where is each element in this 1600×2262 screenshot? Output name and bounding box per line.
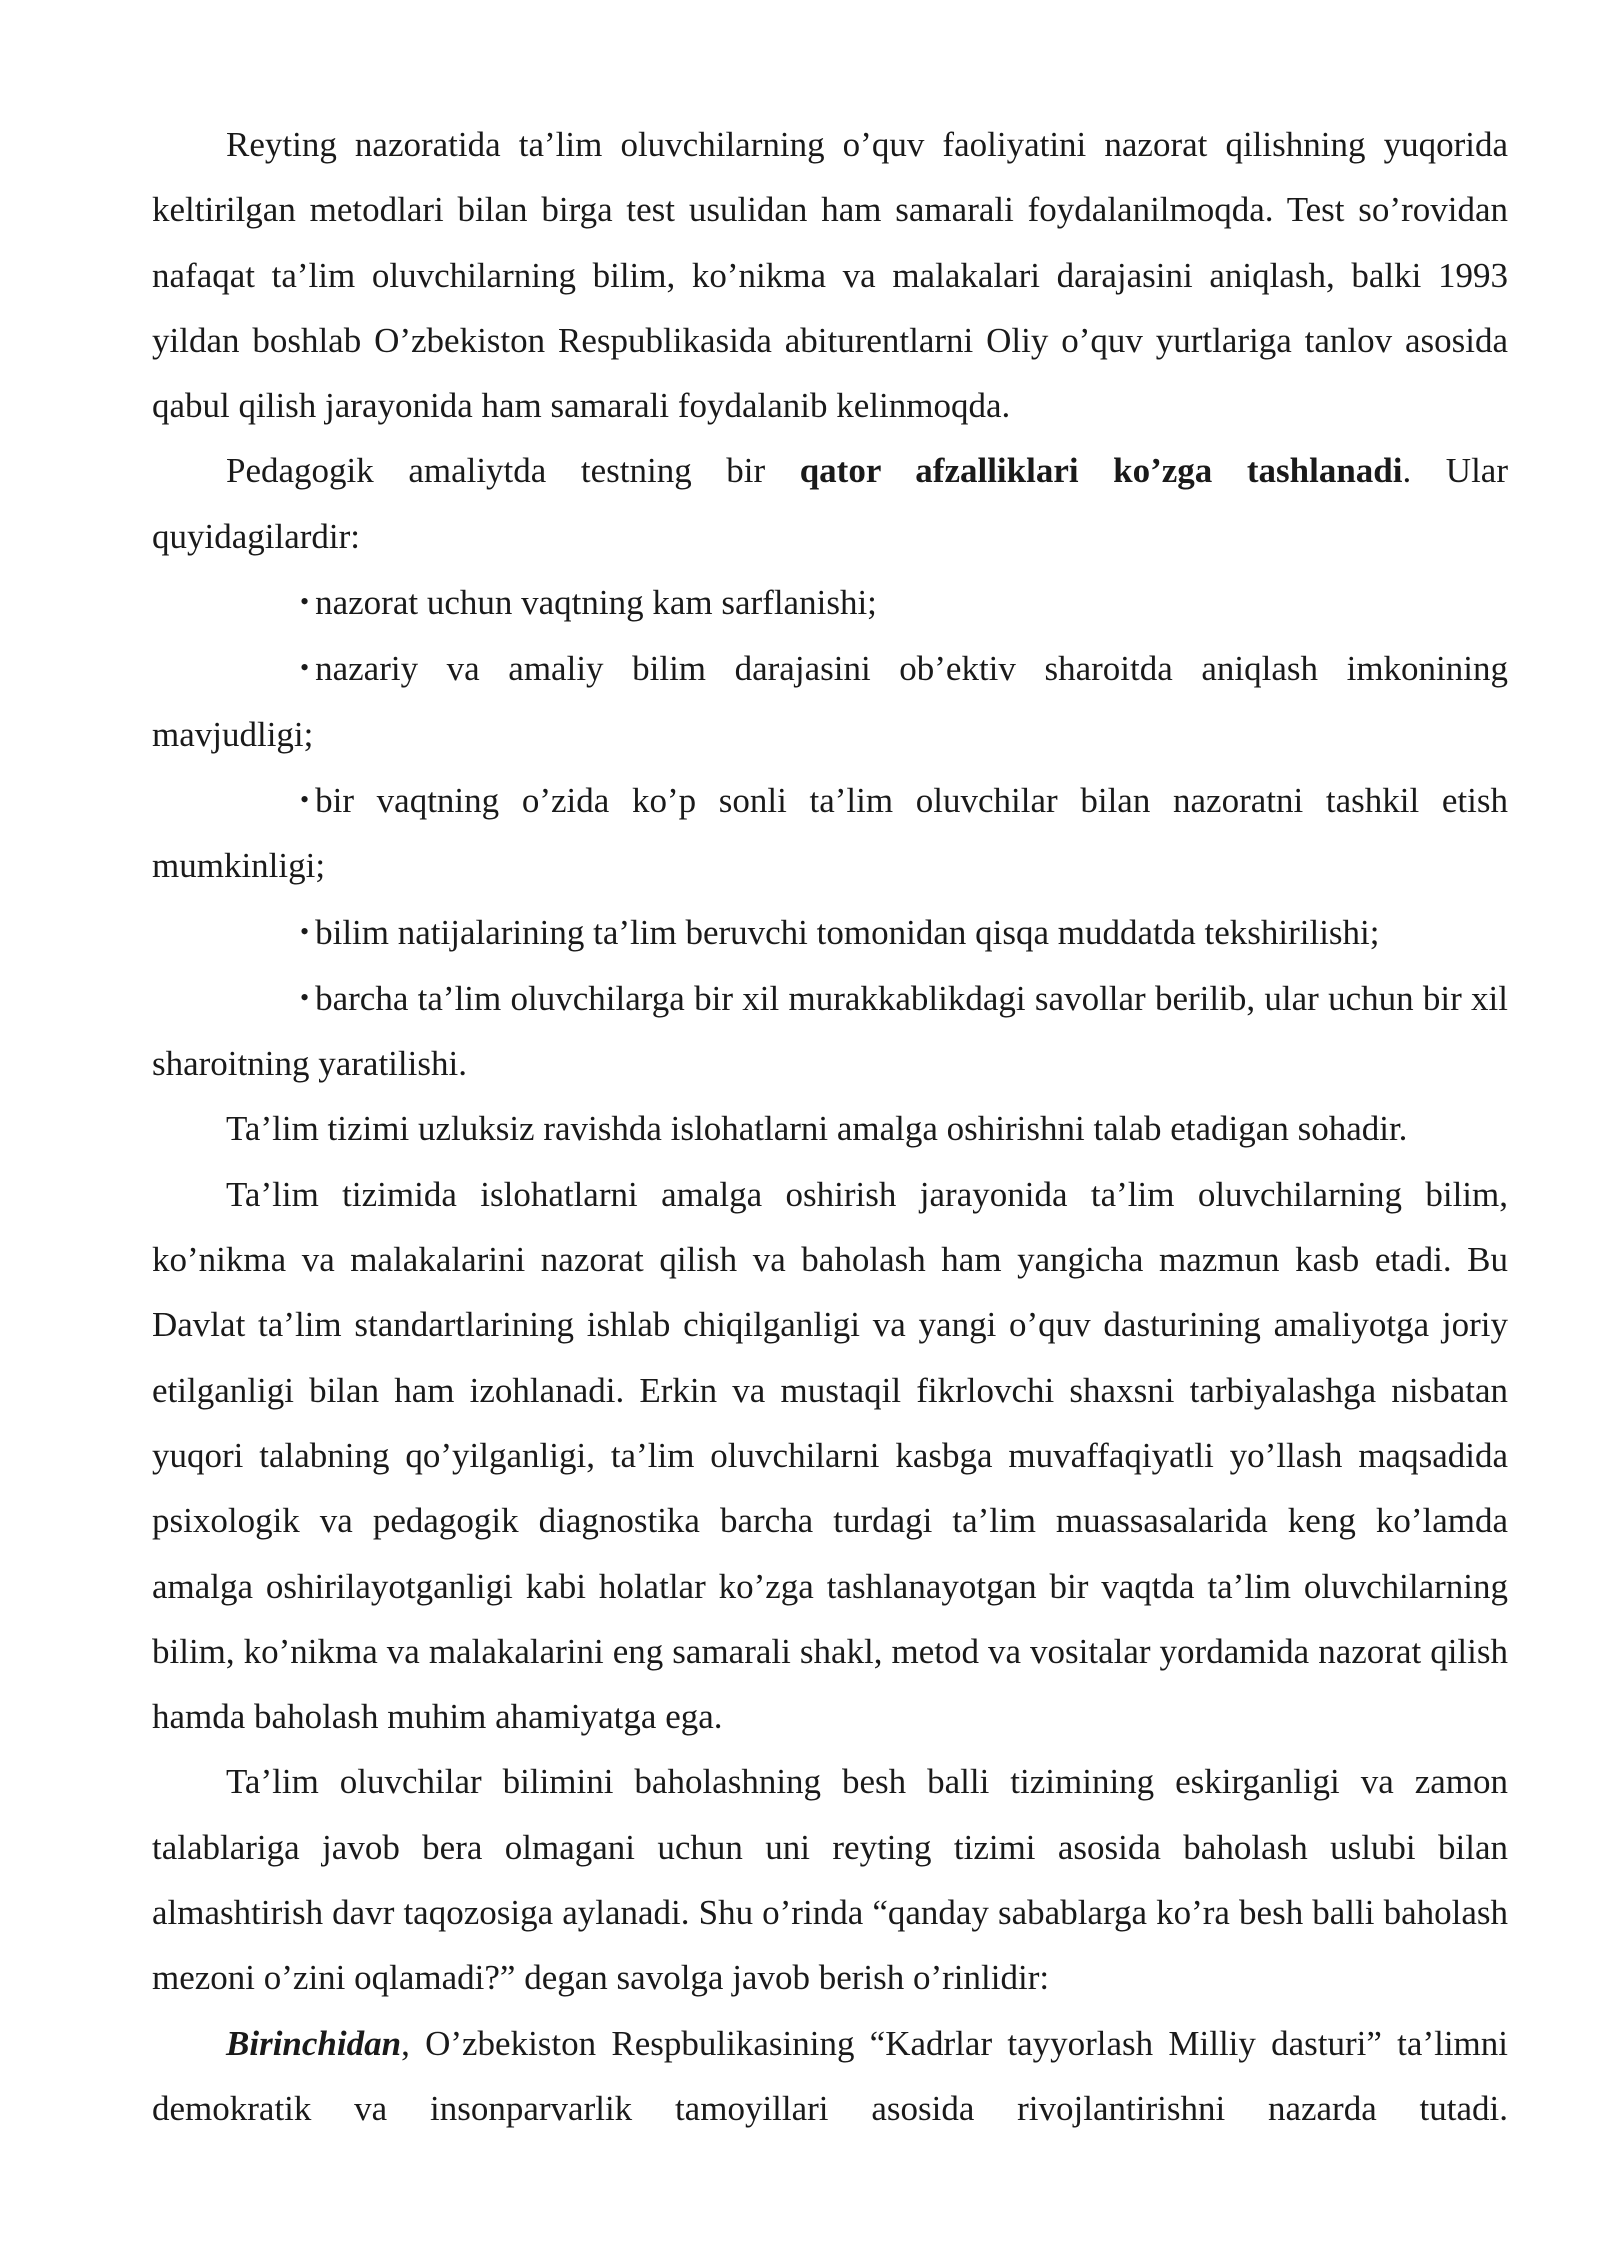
list-item xyxy=(152,569,1508,635)
list-item xyxy=(152,767,1508,899)
list-item-text: barcha ta’lim oluvchilarga bir xil murakkablikdagi savollar berilib, ular uchun bir xil sharoitning yaratilishi. xyxy=(152,978,1508,1084)
list-item-text: bir vaqtning o’zida ko’p sonli ta’lim oluvchilar bilan nazoratni tashkil etish mumkinligi; xyxy=(152,780,1508,886)
paragraph-text: . Ular quyidagilardir: xyxy=(152,451,1508,556)
list-item-text: nazariy va amaliy bilim darajasini ob’ektiv sharoitda aniqlash imkonining mavjudligi; xyxy=(152,649,1508,754)
paragraph-text: , O’zbekiston Respbulikasining “Kadrlar tayyorlash Milliy dasturi” ta’limni demokratik va insonparvarlik tamoyillari asosida rivojlantirishni nazarda tutadi. xyxy=(152,2023,1508,2128)
list-item-text: bilim natijalarining ta’lim beruvchi tomonidan qisqa muddatda tekshirilishi; xyxy=(315,912,1380,952)
bullet-icon: • xyxy=(300,982,310,1012)
paragraph-text: Pedagogik amaliytda testning bir xyxy=(226,451,800,491)
paragraph-test-usage: Reyting nazoratida ta’lim oluvchilarning o’quv faoliyatini nazorat qilishning yuqorida keltirilgan metodlari bilan birga test usulidan ham samarali foydalanilmoqda. Test so’rovidan nafaqat ta’lim oluvchilarning bilim, ko’nikma va malakalari darajasini aniqlash, balki 1993 yildan boshlab O’zbekiston Respublikasida abiturentlarni Oliy o’quv yurtlariga tanlov asosida qabul qilish jarayonida ham samarali foydalanib kelinmoqda. xyxy=(152,125,1508,426)
paragraph-firstly xyxy=(152,2011,1508,2142)
bullet-icon: • xyxy=(300,587,310,617)
bullet-icon: • xyxy=(300,653,310,683)
document-page xyxy=(152,112,1508,2141)
paragraph-test-advantages xyxy=(152,438,1508,569)
list-item-text: nazorat uchun vaqtning kam sarflanishi; xyxy=(315,583,877,623)
paragraph-five-point-system: Ta’lim oluvchilar bilimini baholashning besh balli tizimining eskirganligi va zamon talablariga javob bera olmagani uchun uni reyting tizimi asosida baholash uslubi bilan almashtirish davr taqozosiga aylanadi. Shu o’rinda “qanday sabablarga ko’ra besh balli baholash mezoni o’zini oqlamadi?” degan savolga javob berish o’rinlidir: xyxy=(152,1762,1508,1998)
bold-phrase: qator afzalliklari ko’zga tashlanadi xyxy=(799,451,1403,491)
list-item xyxy=(152,635,1508,767)
bold-italic-phrase: Birinchidan xyxy=(226,2023,402,2063)
bullet-icon: • xyxy=(300,784,310,814)
bullet-icon: • xyxy=(300,916,310,946)
list-item xyxy=(152,965,1508,1097)
list-item xyxy=(152,899,1508,965)
paragraph-reform-field: Ta’lim tizimi uzluksiz ravishda islohatlarni amalga oshirishni talab etadigan sohadir. xyxy=(226,1109,1408,1149)
paragraph-reform-assessment: Ta’lim tizimida islohatlarni amalga oshirish jarayonida ta’lim oluvchilarning bilim, ko’nikma va malakalarini nazorat qilish va baholash ham yangicha mazmun kasb etadi. Bu Davlat ta’lim standartlarining ishlab chiqilganligi va yangi o’quv dasturining amaliyotga joriy etilganligi bilan ham izohlanadi. Erkin va mustaqil fikrlovchi shaxsni tarbiyalashga nisbatan yuqori talabning qo’yilganligi, ta’lim oluvchilarni kasbga muvaffaqiyatli yo’llash maqsadida psixologik va pedagogik diagnostika barcha turdagi ta’lim muassasalarida keng ko’lamda amalga oshirilayotganligi kabi holatlar ko’zga tashlanayotgan bir vaqtda ta’lim oluvchilarning bilim, ko’nikma va malakalarini eng samarali shakl, metod va vositalar yordamida nazorat qilish hamda baholash muhim ahamiyatga ega. xyxy=(152,1174,1508,1737)
